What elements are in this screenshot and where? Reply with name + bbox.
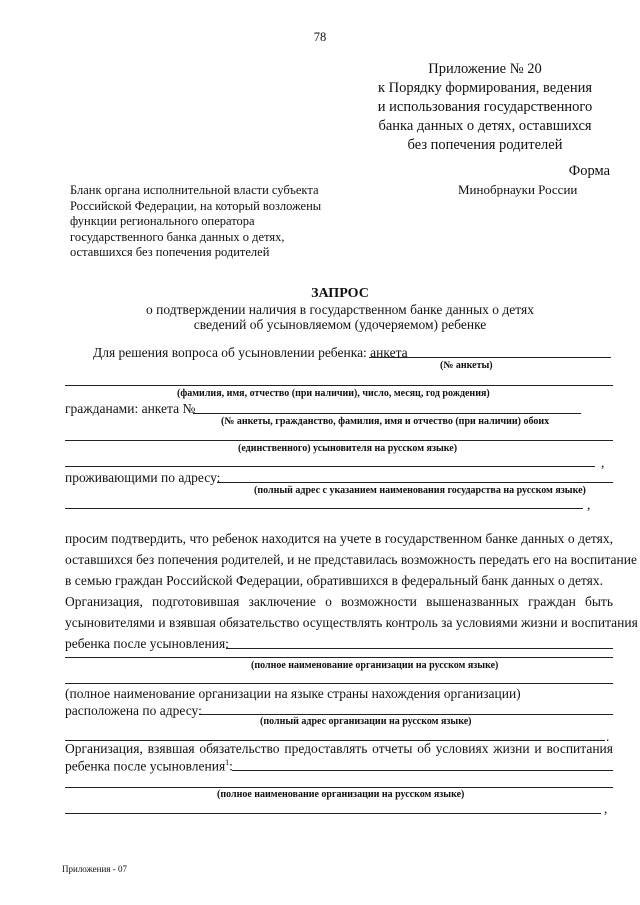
reports-label: ребенка после усыновления — [65, 758, 226, 774]
ministry-label: Минобрнауки России — [458, 182, 578, 197]
organization-name-foreign-caption: (полное наименование организации на языке страны нахождения организации) — [65, 686, 521, 701]
letterhead-line: государственного банка данных о детях, — [70, 229, 285, 244]
request-subtitle-line: о подтверждении наличия в государственном банке данных о детях — [146, 302, 534, 317]
organization-paragraph-line: ребенка после усыновления: — [65, 636, 229, 651]
adoption-question-label: Для решения вопроса об усыновлении ребенка: анкета — [93, 345, 408, 360]
anketa-number-caption: (№ анкеты) — [440, 360, 493, 371]
citizens-label: гражданами: анкета № — [65, 401, 196, 416]
request-paragraph-line: в семью граждан Российской Федерации, обратившихся в федеральный банк данных о детях. — [65, 573, 603, 588]
appendix-header — [360, 60, 610, 155]
residing-address-field[interactable] — [217, 482, 613, 483]
appendix-line: к Порядку формирования, ведения — [377, 80, 593, 96]
letterhead-block — [70, 183, 350, 261]
residing-label: проживающими по адресу: — [65, 470, 221, 485]
request-paragraph-line: просим подтвердить, что ребенок находится на учете в государственном банке данных о детях, — [65, 531, 613, 546]
letterhead-line: оставшихся без попечения родителей — [70, 245, 270, 260]
child-info-field[interactable] — [65, 385, 613, 386]
reports-organization-name-field[interactable] — [65, 787, 613, 788]
organization-paragraph-line: Организация, подготовившая заключение о возможности вышеназванных граждан быть — [65, 594, 613, 609]
letterhead-line: Российской Федерации, на который возложены — [70, 198, 322, 213]
request-title: ЗАПРОС — [311, 286, 369, 301]
organization-name-field[interactable] — [65, 657, 613, 658]
reports-paragraph-line — [65, 758, 233, 775]
comma: , — [604, 801, 608, 816]
organization-paragraph-line: усыновителями и взявшая обязательство осуществлять контроль за условиями жизни и воспитания — [65, 615, 638, 630]
comma: , — [601, 455, 605, 470]
residing-address-continuation-field[interactable] — [65, 508, 583, 509]
letterhead-line: Бланк органа исполнительной власти субъекта — [70, 183, 319, 197]
adopters-caption: (единственного) усыновителя на русском языке) — [238, 443, 458, 454]
appendix-line: без попечения родителей — [407, 137, 563, 153]
reports-paragraph-line: Организация, взявшая обязательство предоставлять отчеты об условиях жизни и воспитания — [65, 741, 613, 756]
located-label: расположена по адресу: — [65, 703, 202, 718]
adopters-field[interactable] — [65, 440, 613, 441]
footer-label: Приложения - 07 — [62, 864, 127, 874]
reports-organization-caption: (полное наименование организации на русском языке) — [217, 789, 465, 800]
organization-address-caption: (полный адрес организации на русском языке) — [260, 716, 472, 727]
citizens-field[interactable] — [193, 413, 581, 414]
organization-field[interactable] — [226, 648, 613, 649]
organization-address-field[interactable] — [199, 714, 613, 715]
child-info-caption: (фамилия, имя, отчество (при наличии), число, месяц, год рождения) — [177, 388, 490, 399]
appendix-line: банка данных о детях, оставшихся — [378, 118, 592, 134]
colon: : — [229, 758, 233, 774]
residing-address-caption: (полный адрес с указанием наименования государства на русском языке) — [254, 485, 586, 496]
organization-name-foreign-field[interactable] — [65, 683, 613, 684]
reports-organization-field[interactable] — [232, 770, 613, 771]
footnote-marker: 1 — [225, 758, 230, 767]
page-number: 78 — [313, 30, 327, 44]
request-paragraph-line: оставшихся без попечения родителей, и не представилась возможность передать его на воспитание — [65, 552, 637, 567]
adopters-continuation-field[interactable] — [65, 466, 595, 467]
anketa-number-field[interactable] — [369, 357, 611, 358]
period: . — [606, 729, 610, 744]
organization-name-caption: (полное наименование организации на русском языке) — [251, 660, 499, 671]
appendix-title: Приложение № 20 — [428, 61, 542, 77]
comma: , — [587, 497, 591, 512]
request-subtitle — [0, 302, 640, 332]
letterhead-line: функции регионального оператора — [70, 214, 255, 229]
form-label: Форма — [568, 163, 610, 179]
appendix-line: и использования государственного — [377, 99, 593, 115]
citizens-caption: (№ анкеты, гражданство, фамилия, имя и отчество (при наличии) обоих — [221, 416, 550, 427]
request-subtitle-line: сведений об усыновляемом (удочеряемом) ребенке — [193, 317, 487, 332]
reports-organization-continuation-field[interactable] — [65, 813, 601, 814]
